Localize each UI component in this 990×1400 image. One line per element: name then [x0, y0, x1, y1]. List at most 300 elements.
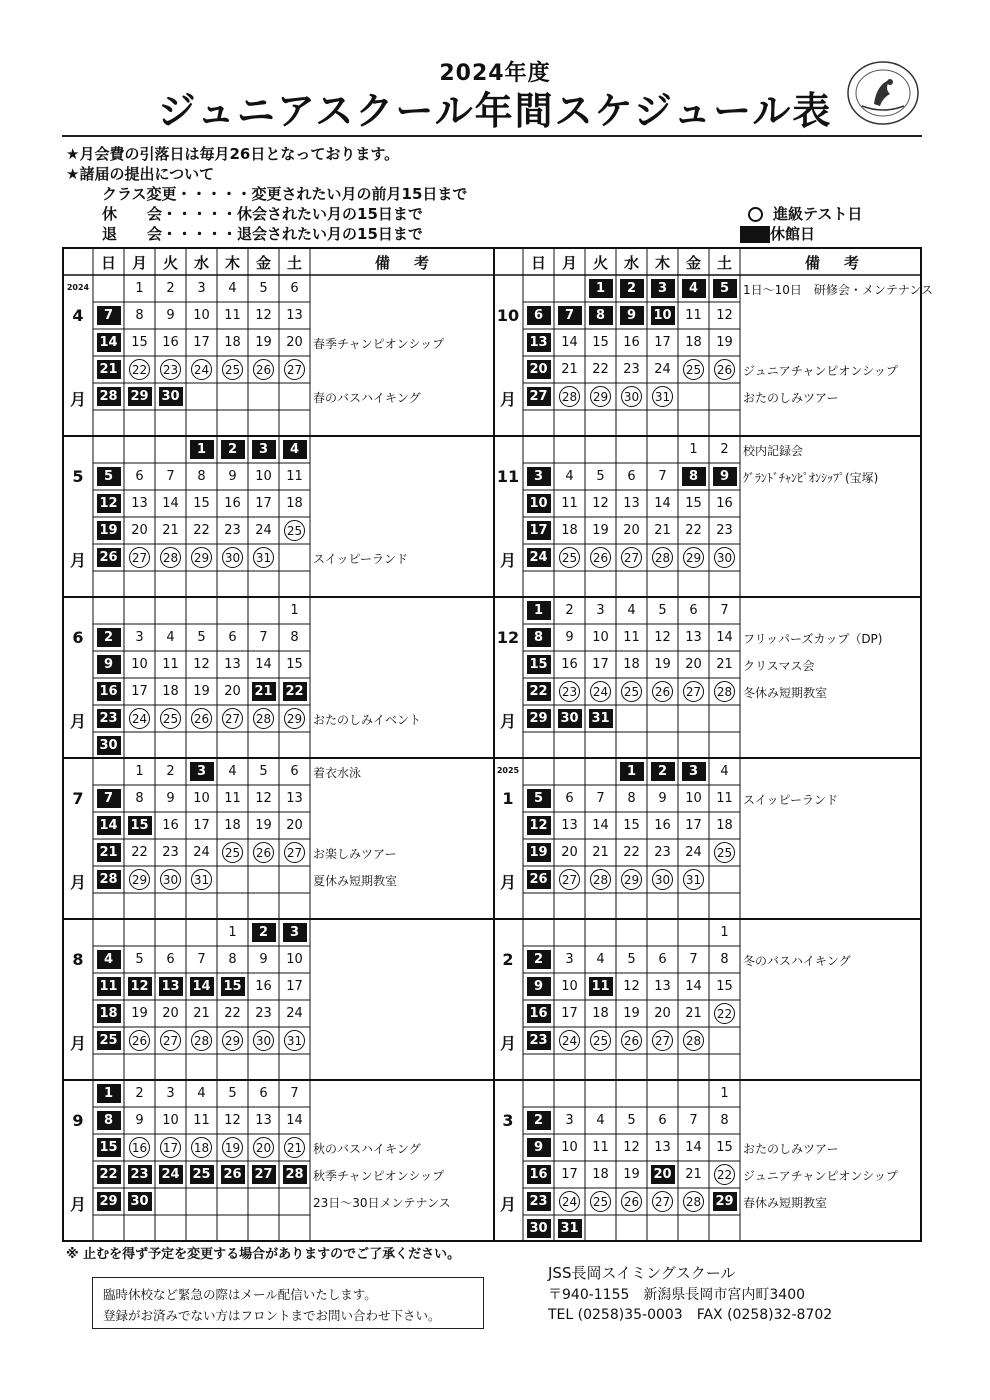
- day-number: 3: [252, 440, 276, 459]
- day-number: 26: [652, 681, 673, 702]
- calendar-day: [709, 1107, 740, 1134]
- calendar-day: [585, 490, 616, 517]
- test-day: [616, 544, 647, 571]
- test-day: [248, 839, 279, 866]
- day-number: 21: [685, 1006, 702, 1021]
- day-number: 2: [135, 1086, 144, 1101]
- calendar-day: [217, 1107, 248, 1134]
- day-number: 7: [596, 791, 605, 806]
- day-number: 10: [255, 469, 272, 484]
- calendar-day: [678, 1000, 709, 1027]
- test-day: [678, 866, 709, 893]
- day-number: 15: [527, 655, 551, 674]
- day-number: 7: [720, 603, 729, 618]
- month-number: 12: [496, 628, 520, 647]
- day-number: 29: [621, 869, 642, 890]
- test-day: [554, 383, 585, 410]
- remark-text: スイッピーランド: [313, 552, 409, 566]
- day-number: 22: [592, 362, 609, 377]
- calendar-day: [124, 275, 155, 302]
- day-number: 12: [255, 308, 272, 323]
- test-day: [709, 356, 740, 383]
- day-number: 23: [527, 1192, 551, 1211]
- test-day: [279, 1134, 310, 1161]
- day-number: 14: [654, 496, 671, 511]
- closed-day: [523, 705, 554, 732]
- day-number: 15: [716, 979, 733, 994]
- month-suffix: 月: [69, 712, 86, 731]
- day-number: 7: [259, 630, 268, 645]
- day-number: 1: [97, 1084, 121, 1103]
- closed-day: [279, 919, 310, 946]
- weekday-header: 金: [685, 253, 701, 272]
- calendar-day: [217, 302, 248, 329]
- test-day: [155, 1134, 186, 1161]
- calendar-day: [678, 651, 709, 678]
- day-number: 29: [191, 547, 212, 568]
- day-number: 8: [682, 467, 706, 486]
- remark-text: スイッピーランド: [743, 793, 839, 807]
- day-number: 11: [685, 308, 702, 323]
- day-number: 17: [255, 496, 272, 511]
- calendar-day: [124, 785, 155, 812]
- test-day: [616, 1188, 647, 1215]
- day-number: 10: [561, 1140, 578, 1155]
- day-number: 22: [623, 845, 640, 860]
- day-number: 5: [596, 469, 605, 484]
- day-number: 21: [252, 682, 276, 701]
- closed-day: [124, 973, 155, 1000]
- day-number: 6: [565, 791, 574, 806]
- day-number: 6: [627, 469, 636, 484]
- calendar-day: [155, 785, 186, 812]
- weekday-header: 火: [592, 253, 608, 272]
- closed-day: [523, 785, 554, 812]
- day-number: 21: [97, 843, 121, 862]
- day-number: 7: [689, 1113, 698, 1128]
- test-day: [709, 1161, 740, 1188]
- day-number: 27: [160, 1030, 181, 1051]
- day-number: 8: [527, 628, 551, 647]
- calendar-day: [585, 624, 616, 651]
- test-day: [647, 383, 678, 410]
- calendar-day: [279, 1000, 310, 1027]
- calendar-day: [554, 812, 585, 839]
- calendar-day: [279, 490, 310, 517]
- closed-day: [709, 463, 740, 490]
- calendar-day: [585, 812, 616, 839]
- day-number: 11: [193, 1113, 210, 1128]
- month-number: 9: [72, 1111, 84, 1130]
- mail-notice-line2: 登録がお済みでない方はフロントまでお問い合わせ下さい。: [103, 1308, 441, 1323]
- calendar-day: [585, 839, 616, 866]
- remarks-header: 備考: [804, 253, 883, 272]
- calendar-day: [616, 356, 647, 383]
- day-number: 1: [589, 279, 613, 298]
- calendar-day: [678, 1161, 709, 1188]
- day-number: 5: [259, 764, 268, 779]
- day-number: 20: [253, 1137, 274, 1158]
- day-number: 18: [191, 1137, 212, 1158]
- calendar-day: [554, 490, 585, 517]
- calendar-day: [616, 463, 647, 490]
- day-number: 22: [193, 523, 210, 538]
- day-number: 2: [221, 440, 245, 459]
- day-number: 21: [561, 362, 578, 377]
- calendar-day: [155, 946, 186, 973]
- day-number: 29: [713, 1192, 737, 1211]
- day-number: 22: [527, 682, 551, 701]
- calendar-day: [186, 946, 217, 973]
- day-number: 10: [286, 952, 303, 967]
- day-number: 3: [283, 923, 307, 942]
- day-number: 26: [129, 1030, 150, 1051]
- closed-day: [523, 678, 554, 705]
- closed-day: [523, 839, 554, 866]
- calendar-day: [554, 329, 585, 356]
- calendar-day: [279, 812, 310, 839]
- day-number: 1: [620, 762, 644, 781]
- test-day: [248, 544, 279, 571]
- test-day: [279, 705, 310, 732]
- calendar-day: [647, 973, 678, 1000]
- closed-day: [523, 866, 554, 893]
- day-number: 22: [131, 845, 148, 860]
- calendar-day: [124, 1107, 155, 1134]
- weekday-header: 日: [530, 253, 546, 272]
- calendar-day: [585, 785, 616, 812]
- remark-text: 冬のバスハイキング: [743, 954, 851, 968]
- day-number: 30: [159, 387, 183, 406]
- closed-day: [248, 919, 279, 946]
- day-number: 2: [651, 762, 675, 781]
- day-number: 1: [135, 281, 144, 296]
- month-suffix: 月: [499, 1034, 516, 1053]
- day-number: 6: [689, 603, 698, 618]
- month-suffix: 月: [69, 551, 86, 570]
- closed-day: [523, 302, 554, 329]
- day-number: 23: [716, 523, 733, 538]
- day-number: 1: [228, 925, 237, 940]
- closed-day: [93, 517, 124, 544]
- day-number: 20: [654, 1006, 671, 1021]
- day-number: 10: [131, 657, 148, 672]
- day-number: 11: [286, 469, 303, 484]
- day-number: 3: [135, 630, 144, 645]
- day-number: 31: [191, 869, 212, 890]
- school-address: 〒940-1155 新潟県長岡市宮内町3400: [548, 1287, 806, 1303]
- day-number: 6: [658, 1113, 667, 1128]
- calendar-day: [279, 624, 310, 651]
- title-divider: [62, 135, 922, 137]
- day-number: 25: [590, 1030, 611, 1051]
- day-number: 24: [159, 1165, 183, 1184]
- closed-day: [93, 866, 124, 893]
- closed-day: [554, 1215, 585, 1242]
- calendar-day: [585, 463, 616, 490]
- closed-day: [248, 678, 279, 705]
- day-number: 11: [97, 977, 121, 996]
- weekday-header: 金: [255, 253, 271, 272]
- day-number: 20: [623, 523, 640, 538]
- day-number: 30: [97, 736, 121, 755]
- day-number: 26: [253, 359, 274, 380]
- day-number: 10: [651, 306, 675, 325]
- day-number: 8: [197, 469, 206, 484]
- calendar-day: [248, 624, 279, 651]
- day-number: 15: [97, 1138, 121, 1157]
- closed-day: [279, 1161, 310, 1188]
- calendar-day: [155, 275, 186, 302]
- day-number: 20: [131, 523, 148, 538]
- day-number: 22: [97, 1165, 121, 1184]
- day-number: 2: [720, 442, 729, 457]
- calendar-day: [554, 1134, 585, 1161]
- note-forms: ★諸届の提出について: [66, 165, 215, 183]
- calendar-day: [124, 946, 155, 973]
- test-day: [647, 678, 678, 705]
- test-day: [678, 678, 709, 705]
- day-number: 30: [160, 869, 181, 890]
- test-day: [124, 705, 155, 732]
- calendar-day: [678, 517, 709, 544]
- mail-notice-line1: 臨時休校など緊急の際はメール配信いたします。: [103, 1287, 377, 1302]
- day-number: 13: [131, 496, 148, 511]
- day-number: 6: [259, 1086, 268, 1101]
- day-number: 22: [224, 1006, 241, 1021]
- calendar-day: [585, 946, 616, 973]
- closed-day: [678, 275, 709, 302]
- calendar-day: [279, 946, 310, 973]
- day-number: 2: [527, 1111, 551, 1130]
- calendar-day: [155, 651, 186, 678]
- day-number: 30: [558, 709, 582, 728]
- closed-day: [93, 705, 124, 732]
- calendar-day: [678, 302, 709, 329]
- schedule-table: [62, 247, 933, 1242]
- calendar-day: [186, 517, 217, 544]
- calendar-day: [709, 758, 740, 785]
- day-number: 22: [283, 682, 307, 701]
- calendar-day: [647, 1134, 678, 1161]
- closed-day: [93, 1000, 124, 1027]
- test-day: [678, 1188, 709, 1215]
- calendar-day: [585, 1134, 616, 1161]
- month-suffix: 月: [499, 390, 516, 409]
- calendar-day: [186, 1080, 217, 1107]
- note-class-change: クラス変更・・・・・変更されたい月の前月15日まで: [102, 185, 468, 203]
- day-number: 12: [224, 1113, 241, 1128]
- test-day: [678, 1027, 709, 1054]
- day-number: 20: [527, 360, 551, 379]
- day-number: 7: [197, 952, 206, 967]
- day-number: 9: [713, 467, 737, 486]
- day-number: 27: [129, 547, 150, 568]
- day-number: 30: [621, 386, 642, 407]
- day-number: 18: [623, 657, 640, 672]
- day-number: 16: [162, 818, 179, 833]
- day-number: 8: [228, 952, 237, 967]
- day-number: 27: [559, 869, 580, 890]
- test-day: [248, 356, 279, 383]
- day-number: 19: [654, 657, 671, 672]
- day-number: 18: [685, 335, 702, 350]
- closed-day: [554, 705, 585, 732]
- day-number: 15: [131, 335, 148, 350]
- legend-test-label: 進級テスト日: [773, 205, 863, 223]
- calendar-day: [186, 839, 217, 866]
- day-number: 4: [596, 1113, 605, 1128]
- calendar-day: [279, 1080, 310, 1107]
- day-number: 8: [290, 630, 299, 645]
- calendar-day: [554, 946, 585, 973]
- day-number: 2: [97, 628, 121, 647]
- closed-day: [647, 302, 678, 329]
- calendar-day: [217, 758, 248, 785]
- closed-day: [523, 1134, 554, 1161]
- calendar-day: [678, 839, 709, 866]
- closed-day: [93, 1188, 124, 1215]
- calendar-day: [585, 1107, 616, 1134]
- closed-day: [523, 544, 554, 571]
- day-number: 27: [284, 359, 305, 380]
- day-number: 28: [590, 869, 611, 890]
- calendar-day: [248, 946, 279, 973]
- closed-day: [93, 624, 124, 651]
- day-number: 25: [559, 547, 580, 568]
- day-number: 15: [221, 977, 245, 996]
- closed-day: [93, 1134, 124, 1161]
- day-number: 21: [284, 1137, 305, 1158]
- calendar-day: [647, 651, 678, 678]
- black-square-icon: [740, 226, 770, 243]
- closed-day: [155, 1161, 186, 1188]
- day-number: 9: [658, 791, 667, 806]
- calendar-day: [124, 517, 155, 544]
- day-number: 28: [160, 547, 181, 568]
- day-number: 23: [623, 362, 640, 377]
- closed-day: [523, 383, 554, 410]
- calendar-day: [217, 785, 248, 812]
- year-label: 2025: [496, 766, 520, 775]
- day-number: 25: [160, 708, 181, 729]
- day-number: 3: [651, 279, 675, 298]
- day-number: 9: [259, 952, 268, 967]
- day-number: 29: [129, 869, 150, 890]
- month-suffix: 月: [69, 1034, 86, 1053]
- day-number: 27: [652, 1191, 673, 1212]
- day-number: 15: [592, 335, 609, 350]
- closed-day: [124, 1161, 155, 1188]
- day-number: 10: [193, 791, 210, 806]
- day-number: 19: [623, 1006, 640, 1021]
- weekday-header: 水: [193, 253, 209, 272]
- calendar-day: [709, 597, 740, 624]
- calendar-day: [217, 624, 248, 651]
- day-number: 13: [623, 496, 640, 511]
- calendar-day: [678, 624, 709, 651]
- day-number: 7: [97, 789, 121, 808]
- day-number: 12: [97, 494, 121, 513]
- test-day: [647, 1027, 678, 1054]
- closed-day: [248, 1161, 279, 1188]
- remark-text: 冬休み短期教室: [743, 686, 828, 700]
- day-number: 15: [716, 1140, 733, 1155]
- day-number: 5: [627, 1113, 636, 1128]
- closed-day: [93, 812, 124, 839]
- test-day: [217, 705, 248, 732]
- test-day: [585, 866, 616, 893]
- day-number: 18: [162, 684, 179, 699]
- calendar-day: [279, 597, 310, 624]
- calendar-day: [678, 812, 709, 839]
- day-number: 2: [252, 923, 276, 942]
- day-number: 30: [128, 1192, 152, 1211]
- day-number: 18: [224, 335, 241, 350]
- closed-day: [93, 946, 124, 973]
- day-number: 19: [193, 684, 210, 699]
- day-number: 25: [683, 359, 704, 380]
- closed-day: [678, 758, 709, 785]
- test-day: [217, 839, 248, 866]
- calendar-day: [155, 758, 186, 785]
- day-number: 11: [716, 791, 733, 806]
- calendar-day: [678, 329, 709, 356]
- day-number: 7: [558, 306, 582, 325]
- day-number: 31: [589, 709, 613, 728]
- calendar-day: [709, 517, 740, 544]
- closed-day: [93, 1161, 124, 1188]
- calendar-day: [124, 490, 155, 517]
- day-number: 26: [97, 548, 121, 567]
- test-day: [554, 678, 585, 705]
- calendar-day: [217, 517, 248, 544]
- calendar-day: [279, 302, 310, 329]
- calendar-day: [186, 624, 217, 651]
- calendar-day: [554, 597, 585, 624]
- closed-day: [93, 839, 124, 866]
- closed-day: [124, 383, 155, 410]
- test-day: [585, 678, 616, 705]
- calendar-day: [585, 597, 616, 624]
- month-suffix: 月: [499, 551, 516, 570]
- day-number: 19: [131, 1006, 148, 1021]
- day-number: 1: [135, 764, 144, 779]
- calendar-day: [616, 946, 647, 973]
- closed-day: [523, 1161, 554, 1188]
- closed-day: [678, 463, 709, 490]
- calendar-day: [616, 490, 647, 517]
- calendar-day: [554, 651, 585, 678]
- test-day: [248, 1134, 279, 1161]
- day-number: 23: [654, 845, 671, 860]
- calendar-day: [678, 973, 709, 1000]
- day-number: 26: [527, 870, 551, 889]
- calendar-day: [616, 1161, 647, 1188]
- day-number: 14: [685, 979, 702, 994]
- calendar-day: [248, 758, 279, 785]
- day-number: 20: [224, 684, 241, 699]
- closed-day: [523, 517, 554, 544]
- calendar-day: [709, 1080, 740, 1107]
- day-number: 10: [527, 494, 551, 513]
- month-number: 7: [72, 789, 84, 808]
- calendar-day: [155, 1107, 186, 1134]
- legend-closed: [740, 223, 815, 244]
- calendar-day: [554, 973, 585, 1000]
- test-day: [155, 866, 186, 893]
- test-day: [279, 839, 310, 866]
